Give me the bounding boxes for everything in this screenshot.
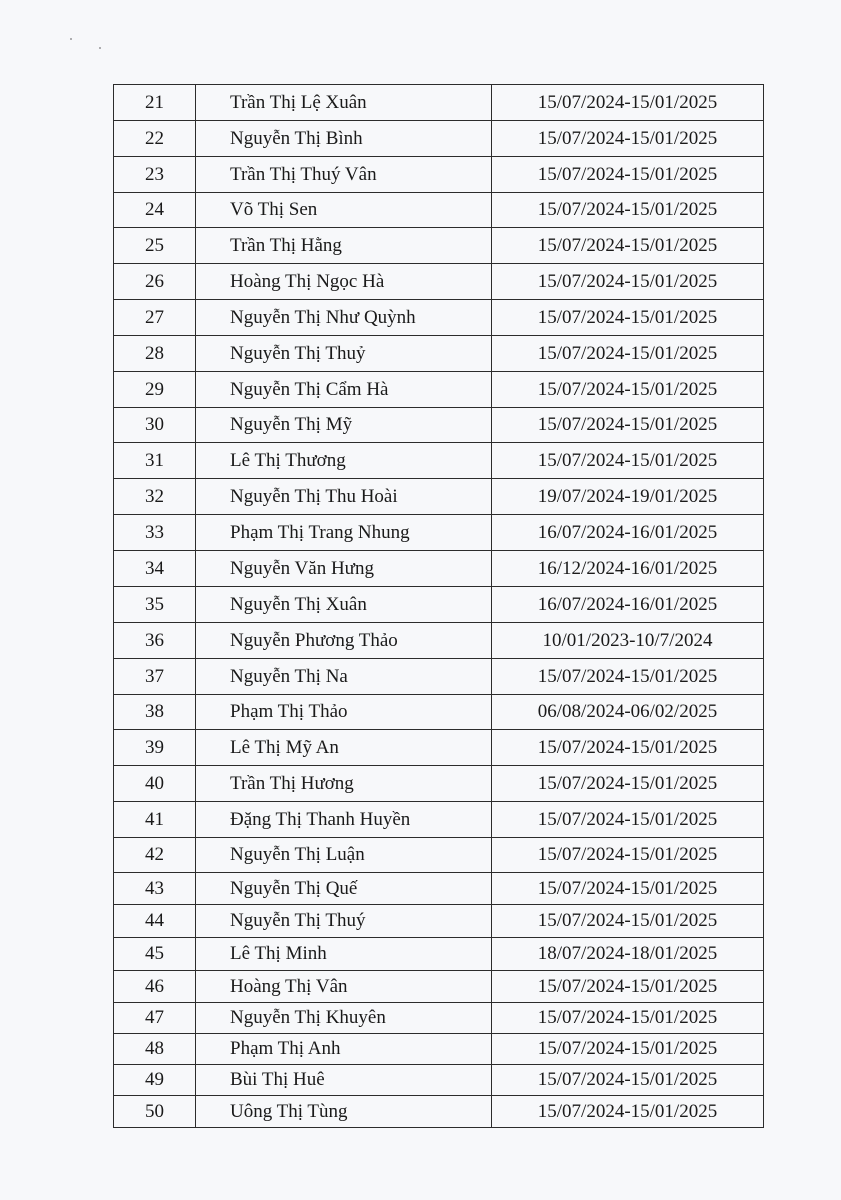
employee-name-cell: Nguyễn Thị Như Quỳnh xyxy=(196,300,492,336)
table-row xyxy=(114,971,764,1003)
table-row xyxy=(114,730,764,766)
employee-name-cell: Nguyễn Phương Thảo xyxy=(196,623,492,659)
period-cell: 15/07/2024-15/01/2025 xyxy=(492,193,764,228)
table-row xyxy=(114,1096,764,1128)
employee-name-cell: Trần Thị Hương xyxy=(196,766,492,802)
row-number-cell: 40 xyxy=(114,766,196,802)
period-cell: 15/07/2024-15/01/2025 xyxy=(492,336,764,372)
table-row xyxy=(114,1003,764,1034)
period-cell: 15/07/2024-15/01/2025 xyxy=(492,1034,764,1065)
row-number-cell: 41 xyxy=(114,802,196,838)
row-number-cell: 28 xyxy=(114,336,196,372)
employee-name-cell: Phạm Thị Thảo xyxy=(196,695,492,730)
row-number-cell: 49 xyxy=(114,1065,196,1096)
period-cell: 15/07/2024-15/01/2025 xyxy=(492,659,764,695)
employee-name-cell: Lê Thị Thương xyxy=(196,443,492,479)
employee-name-cell: Nguyễn Thị Thuỷ xyxy=(196,336,492,372)
employee-name-cell: Nguyễn Thị Mỹ xyxy=(196,408,492,443)
employee-name-cell: Phạm Thị Trang Nhung xyxy=(196,515,492,551)
row-number-cell: 38 xyxy=(114,695,196,730)
period-cell: 15/07/2024-15/01/2025 xyxy=(492,372,764,408)
employee-name-cell: Uông Thị Tùng xyxy=(196,1096,492,1128)
table-row xyxy=(114,300,764,336)
employee-name-cell: Nguyễn Thị Bình xyxy=(196,121,492,157)
period-cell: 15/07/2024-15/01/2025 xyxy=(492,85,764,121)
employee-name-cell: Phạm Thị Anh xyxy=(196,1034,492,1065)
row-number-cell: 44 xyxy=(114,905,196,938)
row-number-cell: 25 xyxy=(114,228,196,264)
scan-speck xyxy=(70,38,72,40)
scan-speck xyxy=(99,47,101,49)
table-row xyxy=(114,766,764,802)
table-row xyxy=(114,336,764,372)
employee-name-cell: Hoàng Thị Vân xyxy=(196,971,492,1003)
table-row xyxy=(114,228,764,264)
period-cell: 06/08/2024-06/02/2025 xyxy=(492,695,764,730)
row-number-cell: 26 xyxy=(114,264,196,300)
row-number-cell: 50 xyxy=(114,1096,196,1128)
period-cell: 16/07/2024-16/01/2025 xyxy=(492,515,764,551)
employee-name-cell: Lê Thị Mỹ An xyxy=(196,730,492,766)
table-row xyxy=(114,587,764,623)
row-number-cell: 39 xyxy=(114,730,196,766)
employee-name-cell: Hoàng Thị Ngọc Hà xyxy=(196,264,492,300)
table-row xyxy=(114,479,764,515)
row-number-cell: 29 xyxy=(114,372,196,408)
table-row xyxy=(114,408,764,443)
period-cell: 15/07/2024-15/01/2025 xyxy=(492,766,764,802)
table-row xyxy=(114,372,764,408)
employee-name-cell: Nguyễn Thị Thu Hoài xyxy=(196,479,492,515)
row-number-cell: 23 xyxy=(114,157,196,193)
period-cell: 15/07/2024-15/01/2025 xyxy=(492,1096,764,1128)
period-cell: 15/07/2024-15/01/2025 xyxy=(492,228,764,264)
row-number-cell: 36 xyxy=(114,623,196,659)
employee-name-cell: Đặng Thị Thanh Huyền xyxy=(196,802,492,838)
table-row xyxy=(114,659,764,695)
row-number-cell: 27 xyxy=(114,300,196,336)
period-cell: 19/07/2024-19/01/2025 xyxy=(492,479,764,515)
roster-body xyxy=(114,85,764,1128)
row-number-cell: 46 xyxy=(114,971,196,1003)
table-row xyxy=(114,938,764,971)
period-cell: 15/07/2024-15/01/2025 xyxy=(492,121,764,157)
employee-name-cell: Bùi Thị Huê xyxy=(196,1065,492,1096)
table-row xyxy=(114,623,764,659)
employee-name-cell: Nguyễn Văn Hưng xyxy=(196,551,492,587)
table-row xyxy=(114,157,764,193)
row-number-cell: 43 xyxy=(114,873,196,905)
row-number-cell: 42 xyxy=(114,838,196,873)
table-row xyxy=(114,873,764,905)
row-number-cell: 48 xyxy=(114,1034,196,1065)
employee-name-cell: Võ Thị Sen xyxy=(196,193,492,228)
period-cell: 15/07/2024-15/01/2025 xyxy=(492,838,764,873)
table-row xyxy=(114,905,764,938)
employee-name-cell: Lê Thị Minh xyxy=(196,938,492,971)
period-cell: 15/07/2024-15/01/2025 xyxy=(492,905,764,938)
period-cell: 10/01/2023-10/7/2024 xyxy=(492,623,764,659)
employee-name-cell: Nguyễn Thị Xuân xyxy=(196,587,492,623)
period-cell: 15/07/2024-15/01/2025 xyxy=(492,264,764,300)
period-cell: 16/07/2024-16/01/2025 xyxy=(492,587,764,623)
table-row xyxy=(114,695,764,730)
employee-name-cell: Nguyễn Thị Khuyên xyxy=(196,1003,492,1034)
roster-table xyxy=(113,84,764,1128)
period-cell: 18/07/2024-18/01/2025 xyxy=(492,938,764,971)
row-number-cell: 47 xyxy=(114,1003,196,1034)
employee-name-cell: Trần Thị Thuý Vân xyxy=(196,157,492,193)
employee-name-cell: Nguyễn Thị Luận xyxy=(196,838,492,873)
table-row xyxy=(114,1034,764,1065)
employee-name-cell: Trần Thị Hằng xyxy=(196,228,492,264)
table-row xyxy=(114,85,764,121)
table-row xyxy=(114,443,764,479)
period-cell: 15/07/2024-15/01/2025 xyxy=(492,408,764,443)
employee-name-cell: Trần Thị Lệ Xuân xyxy=(196,85,492,121)
row-number-cell: 37 xyxy=(114,659,196,695)
row-number-cell: 24 xyxy=(114,193,196,228)
row-number-cell: 21 xyxy=(114,85,196,121)
employee-name-cell: Nguyễn Thị Quế xyxy=(196,873,492,905)
employee-name-cell: Nguyễn Thị Thuý xyxy=(196,905,492,938)
period-cell: 15/07/2024-15/01/2025 xyxy=(492,443,764,479)
period-cell: 15/07/2024-15/01/2025 xyxy=(492,971,764,1003)
employee-name-cell: Nguyễn Thị Na xyxy=(196,659,492,695)
period-cell: 15/07/2024-15/01/2025 xyxy=(492,873,764,905)
period-cell: 15/07/2024-15/01/2025 xyxy=(492,300,764,336)
row-number-cell: 31 xyxy=(114,443,196,479)
row-number-cell: 33 xyxy=(114,515,196,551)
row-number-cell: 45 xyxy=(114,938,196,971)
period-cell: 15/07/2024-15/01/2025 xyxy=(492,730,764,766)
row-number-cell: 35 xyxy=(114,587,196,623)
table-row xyxy=(114,121,764,157)
table-row xyxy=(114,1065,764,1096)
row-number-cell: 30 xyxy=(114,408,196,443)
employee-name-cell: Nguyễn Thị Cẩm Hà xyxy=(196,372,492,408)
row-number-cell: 22 xyxy=(114,121,196,157)
row-number-cell: 32 xyxy=(114,479,196,515)
table-row xyxy=(114,551,764,587)
table-row xyxy=(114,515,764,551)
period-cell: 15/07/2024-15/01/2025 xyxy=(492,157,764,193)
period-cell: 16/12/2024-16/01/2025 xyxy=(492,551,764,587)
table-row xyxy=(114,802,764,838)
table-row xyxy=(114,264,764,300)
period-cell: 15/07/2024-15/01/2025 xyxy=(492,1065,764,1096)
table-row xyxy=(114,193,764,228)
period-cell: 15/07/2024-15/01/2025 xyxy=(492,802,764,838)
row-number-cell: 34 xyxy=(114,551,196,587)
period-cell: 15/07/2024-15/01/2025 xyxy=(492,1003,764,1034)
table-row xyxy=(114,838,764,873)
